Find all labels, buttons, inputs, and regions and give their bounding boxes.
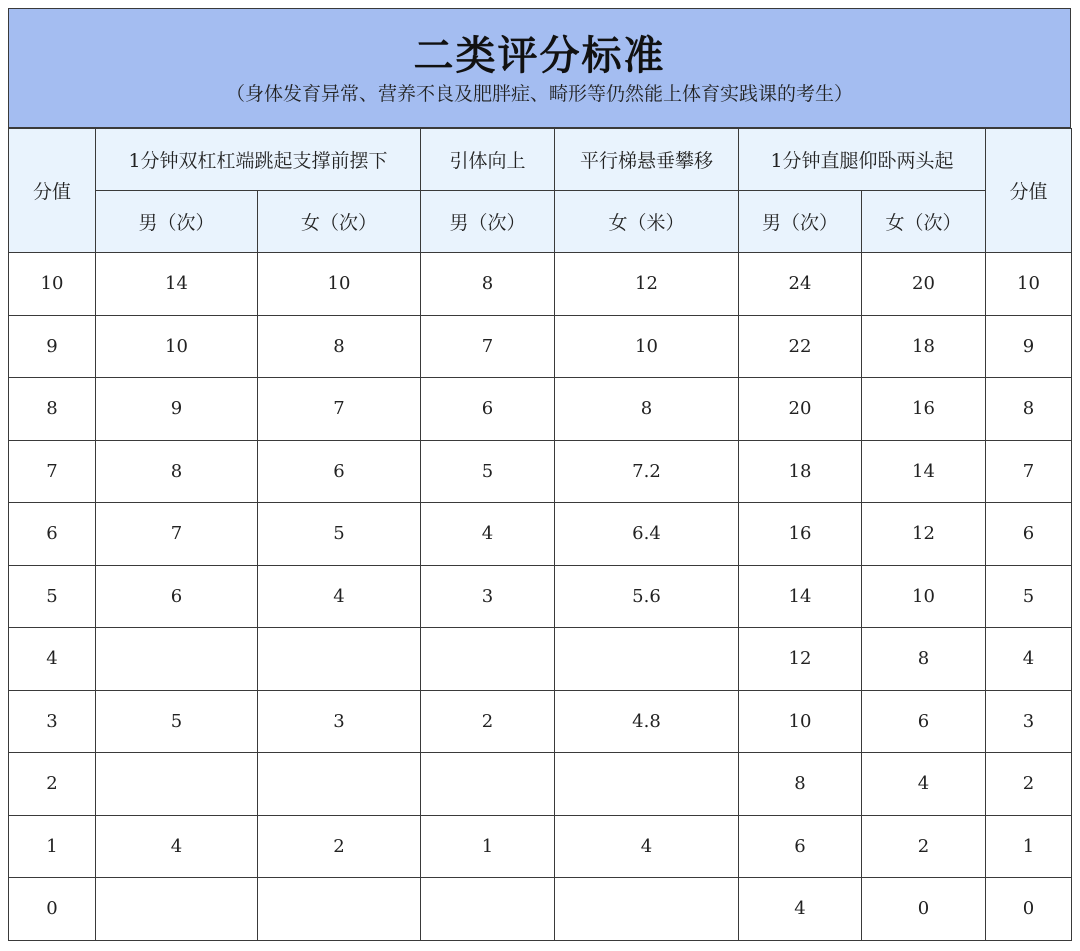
table-cell: 6.4: [555, 503, 739, 566]
score-cell-right: 5: [986, 565, 1072, 628]
table-row: [9, 440, 1072, 503]
scoring-standard-document: [8, 8, 1071, 941]
score-cell: 6: [9, 503, 96, 566]
table-row: [9, 878, 1072, 941]
table-cell: [258, 878, 421, 941]
table-row: [9, 628, 1072, 691]
table-cell: 5: [258, 503, 421, 566]
table-row: [9, 753, 1072, 816]
subheader-cell: 男（次）: [96, 191, 258, 253]
score-cell-right: 10: [986, 253, 1072, 316]
table-cell: 6: [739, 815, 862, 878]
table-cell: 4: [555, 815, 739, 878]
table-cell: 3: [421, 565, 555, 628]
table-cell: 8: [739, 753, 862, 816]
table-cell: 4: [862, 753, 986, 816]
table-header: [9, 129, 1072, 253]
table-cell: 22: [739, 315, 862, 378]
table-cell: [96, 628, 258, 691]
table-cell: 14: [739, 565, 862, 628]
table-row: [9, 378, 1072, 441]
score-cell-right: 9: [986, 315, 1072, 378]
table-cell: 7: [421, 315, 555, 378]
table-cell: 12: [862, 503, 986, 566]
header-row-sub: [9, 191, 1072, 253]
score-cell-right: 2: [986, 753, 1072, 816]
table-cell: 2: [421, 690, 555, 753]
table-cell: 1: [421, 815, 555, 878]
score-cell: 0: [9, 878, 96, 941]
table-row: [9, 565, 1072, 628]
table-cell: 7: [96, 503, 258, 566]
header-row-groups: [9, 129, 1072, 191]
table-cell: 8: [862, 628, 986, 691]
table-cell: 18: [739, 440, 862, 503]
table-cell: 12: [555, 253, 739, 316]
table-cell: 20: [862, 253, 986, 316]
table-cell: 14: [96, 253, 258, 316]
header-score-right: 分值: [986, 129, 1072, 253]
table-cell: 20: [739, 378, 862, 441]
table-cell: 8: [96, 440, 258, 503]
score-cell-right: 7: [986, 440, 1072, 503]
score-cell: 3: [9, 690, 96, 753]
subheader-cell: 女（次）: [258, 191, 421, 253]
table-cell: 16: [862, 378, 986, 441]
table-cell: [555, 628, 739, 691]
table-row: [9, 815, 1072, 878]
table-cell: 24: [739, 253, 862, 316]
table-cell: 10: [555, 315, 739, 378]
table-cell: 12: [739, 628, 862, 691]
table-cell: [555, 753, 739, 816]
table-cell: [258, 753, 421, 816]
score-cell: 2: [9, 753, 96, 816]
table-cell: 6: [258, 440, 421, 503]
table-cell: 18: [862, 315, 986, 378]
table-cell: 2: [862, 815, 986, 878]
title-band: [8, 8, 1071, 128]
table-cell: 8: [555, 378, 739, 441]
table-cell: [421, 628, 555, 691]
table-body: [9, 253, 1072, 941]
score-cell: 5: [9, 565, 96, 628]
table-row: [9, 253, 1072, 316]
table-cell: 4: [739, 878, 862, 941]
score-cell-right: 0: [986, 878, 1072, 941]
table-cell: 4: [421, 503, 555, 566]
table-cell: 5.6: [555, 565, 739, 628]
score-cell-right: 6: [986, 503, 1072, 566]
table-cell: 7.2: [555, 440, 739, 503]
table-cell: [555, 878, 739, 941]
table-row: [9, 503, 1072, 566]
table-cell: 9: [96, 378, 258, 441]
score-cell-right: 8: [986, 378, 1072, 441]
table-cell: 5: [96, 690, 258, 753]
header-group-pull-up: 引体向上: [421, 129, 555, 191]
table-cell: [96, 753, 258, 816]
score-cell: 7: [9, 440, 96, 503]
header-score-left: 分值: [9, 129, 96, 253]
score-cell: 4: [9, 628, 96, 691]
table-cell: 10: [862, 565, 986, 628]
table-cell: 8: [421, 253, 555, 316]
score-cell: 1: [9, 815, 96, 878]
score-cell: 9: [9, 315, 96, 378]
table-cell: 0: [862, 878, 986, 941]
table-cell: [421, 753, 555, 816]
score-cell: 8: [9, 378, 96, 441]
table-cell: 4.8: [555, 690, 739, 753]
score-cell: 10: [9, 253, 96, 316]
table-cell: 14: [862, 440, 986, 503]
table-cell: 10: [96, 315, 258, 378]
header-group-v-sit-up: 1分钟直腿仰卧两头起: [739, 129, 986, 191]
subheader-cell: 男（次）: [421, 191, 555, 253]
table-cell: 5: [421, 440, 555, 503]
header-group-horizontal-ladder: 平行梯悬垂攀移: [555, 129, 739, 191]
table-cell: 7: [258, 378, 421, 441]
subheader-cell: 女（次）: [862, 191, 986, 253]
table-cell: [421, 878, 555, 941]
header-group-parallel-bars: 1分钟双杠杠端跳起支撑前摆下: [96, 129, 421, 191]
page-title: 二类评分标准: [413, 32, 666, 79]
table-cell: 10: [258, 253, 421, 316]
table-cell: 6: [96, 565, 258, 628]
subheader-cell: 男（次）: [739, 191, 862, 253]
table-cell: 4: [96, 815, 258, 878]
table-cell: 2: [258, 815, 421, 878]
table-cell: 3: [258, 690, 421, 753]
table-cell: [96, 878, 258, 941]
score-cell-right: 4: [986, 628, 1072, 691]
table-cell: 6: [862, 690, 986, 753]
table-row: [9, 690, 1072, 753]
page-subtitle: （身体发育异常、营养不良及肥胖症、畸形等仍然能上体育实践课的考生）: [225, 83, 853, 105]
table-cell: [258, 628, 421, 691]
table-row: [9, 315, 1072, 378]
score-cell-right: 3: [986, 690, 1072, 753]
table-cell: 8: [258, 315, 421, 378]
table-cell: 10: [739, 690, 862, 753]
table-cell: 6: [421, 378, 555, 441]
subheader-cell: 女（米）: [555, 191, 739, 253]
table-cell: 16: [739, 503, 862, 566]
score-cell-right: 1: [986, 815, 1072, 878]
table-cell: 4: [258, 565, 421, 628]
scoring-table: [8, 128, 1072, 941]
